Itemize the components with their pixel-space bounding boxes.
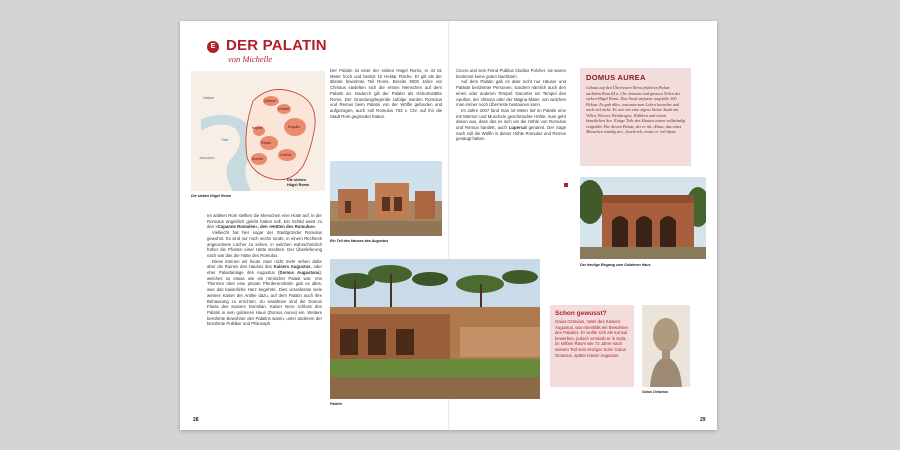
paragraph-cicero: Cicero und sein Feind Publius Clodius Pulcher, sie waren bestimmt keine guten Nachbarn. xyxy=(456,68,566,79)
paragraph-2: Vielleicht hat hier sogar der Stadtgründer Romulus gewohnt. Es sind nur noch sechs runde, in einem Rechteck angeordnete Löcher zu sehen, in welchen wahrscheinlich früher die Pfosten einer Hütte steckten. Der Überlieferung nach war das die Hütte des Romulus. xyxy=(207,230,322,258)
label-vatikan: Vatikan xyxy=(203,96,215,100)
left-column-1 xyxy=(207,213,322,327)
map-legend-line2: Hügel Roms xyxy=(287,183,310,187)
paragraph-lupercal: Im Jahre 2007 fand man 16 Meter tief im Palatin eine mit Marmor und Muscheln geschmückte Höhle, man geht davon aus, dass das es sich um die Höhle von Romulus und Remus handelt, auch Lupercal genannt. Der Sage nach soll die Wölfin in dieser Höhle Romulus und Remus gesäugt haben. xyxy=(456,107,566,142)
bust-illustration xyxy=(642,305,690,387)
paragraph-3: Diese können wir heute zwar nicht mehr sehen dafür aber die Ruinen des Hauses des Kaisers Augustus, oder eher Palastanlage des Augustus (Domus Augustana), welches so etwas wie ein römischer Palast war. Von Thermen über eine private Pferderennbahn gab es alles, was das kaiserliche Herz begehrte. Dies veranlasste viele weitere Kaiser der Antike dazu, auf dem Palatin auch ihre Behausung zu errichten. Zu erwähnen sind die Domus Flavia des Kaisers Domitian. Kaiser Nero schloss den Palatin in sein goldenes Haus (Domus Aurea) ein. Weitere berühmte Bewohner des Palatins waren, unter anderem der berühmte Politiker und Philosoph xyxy=(207,258,322,327)
photo-bust-gaius-octavius xyxy=(642,305,690,387)
page-number-right: 29 xyxy=(700,417,706,423)
label-quirinal: Quirinal xyxy=(264,99,276,103)
page-number-left: 28 xyxy=(193,417,199,423)
photo-palatin xyxy=(330,259,540,399)
photo-palatin-illustration xyxy=(330,259,540,399)
intro-paragraph: Der Palatin ist einer der sieben Hügel Roms, er ist 51 Meter hoch und besitzt 10 Hektar Fläche. Er gilt als der älteste bewohnte Teil Roms. Bereits 9000 Jahre vor Christus siedelten sich die ersten Menschen auf dem Palatin an. Dadurch gilt der Palatin als Geburtsstätte Roms. Der Gründungslegende zufolge wurden Romulus und Remus beim Palatin von der Wölfin gefunden und aufgezogen, auch soll Romulus 753 v. Chr. auf ihn die Stadt Rom gegründet haben. xyxy=(330,68,442,119)
paragraph-1: Im antiken Rom stellten die Menschen eine Hütte auf, in der Romulus angeblich gelebt haben soll. Ein Schild weist zu den «Capanne Romulee», den «Hütten des Romulus». xyxy=(207,213,322,230)
left-column-2 xyxy=(330,68,442,119)
domus-aurea-text: Gebaut auf den Überresten Neros früheren Palast nachdem Rom 64 n. Chr. brannte und grossen Teilen der sieben Hügel Roms. Das Areal umfasste ungefähr 100 Hektar. Es gab alles, was man zum Leben brauchte und noch viel mehr. Es war wie eine eigene kleine Stadt mit Villen, Wiesen, Weinbergen, Wäldern und einem künstlichen See. Einige Teile des Hauses waren vollständig vergoldet. Für diesen Palast, der er als «Haus, das eines Menschen würdig sei», beschrieb, ernste er viel Spott. xyxy=(586,85,686,134)
photo-golden-house-caption: Der heutige Eingang zum Goldenen Haus xyxy=(580,263,651,267)
photo-augustus-caption: Ein Teil des Hauses des Augustus xyxy=(330,239,389,243)
photo-palatin-caption: Palatin xyxy=(330,402,342,406)
schon-gewusst-title: Schon gewusst? xyxy=(555,310,607,317)
photo-golden-house-illustration xyxy=(580,177,706,259)
label-caelius: Caelius xyxy=(280,153,292,157)
magazine-spread xyxy=(180,21,717,430)
photo-golden-house-entrance xyxy=(580,177,706,259)
label-esquilin: Esquilin xyxy=(288,125,300,129)
paragraph-temples: Auf dem Palatin gab es aber nicht nur Häuser und Paläste berühmter Personen, sondern nämlich auch den einen oder anderen Tempel. Darunter ein Tempel des Apollon, der Viktoria oder der Magna Mater, von welchen man immer noch Überreste bestaunen kann. xyxy=(456,79,566,108)
label-aventin: Aventin xyxy=(252,157,264,161)
photo-augustus-illustration xyxy=(330,161,442,236)
label-palatin: Palatin xyxy=(261,141,272,145)
bust-caption: Gaius Octavius xyxy=(642,390,669,394)
map-illustration xyxy=(191,71,325,191)
section-badge: E xyxy=(207,41,219,53)
label-kapitol: Kapitol xyxy=(252,126,263,130)
right-column-1 xyxy=(456,68,566,142)
article-end-mark xyxy=(564,183,568,187)
map-legend-line1: Die sieben xyxy=(287,178,306,182)
domus-aurea-title: DOMUS AUREA xyxy=(586,73,646,82)
article-author: von Michelle xyxy=(228,54,273,64)
label-viminal: Viminal xyxy=(278,107,290,111)
label-janiculum: Janiculum xyxy=(199,156,215,160)
map-caption: Die sieben Hügel Roms xyxy=(191,194,231,198)
schon-gewusst-text: Gaius Octavius, Vater des Kaisers Augustus, war ebenfalls ein Bewohner des Palatins. Er wollte sich als Konsul bewerben, jedoch verstarb er in Nola, im selben Raum wie 72 Jahre nach seinem Tod sein einziger Sohn Gaius Octavius, später Kaiser Augustus. xyxy=(555,319,629,358)
schon-gewusst-box xyxy=(550,305,634,387)
label-tiber: Tiber xyxy=(221,138,229,142)
rome-hills-map xyxy=(191,71,325,191)
article-title: DER PALATIN xyxy=(226,37,327,54)
domus-aurea-box xyxy=(580,68,691,166)
photo-house-of-augustus xyxy=(330,161,442,236)
